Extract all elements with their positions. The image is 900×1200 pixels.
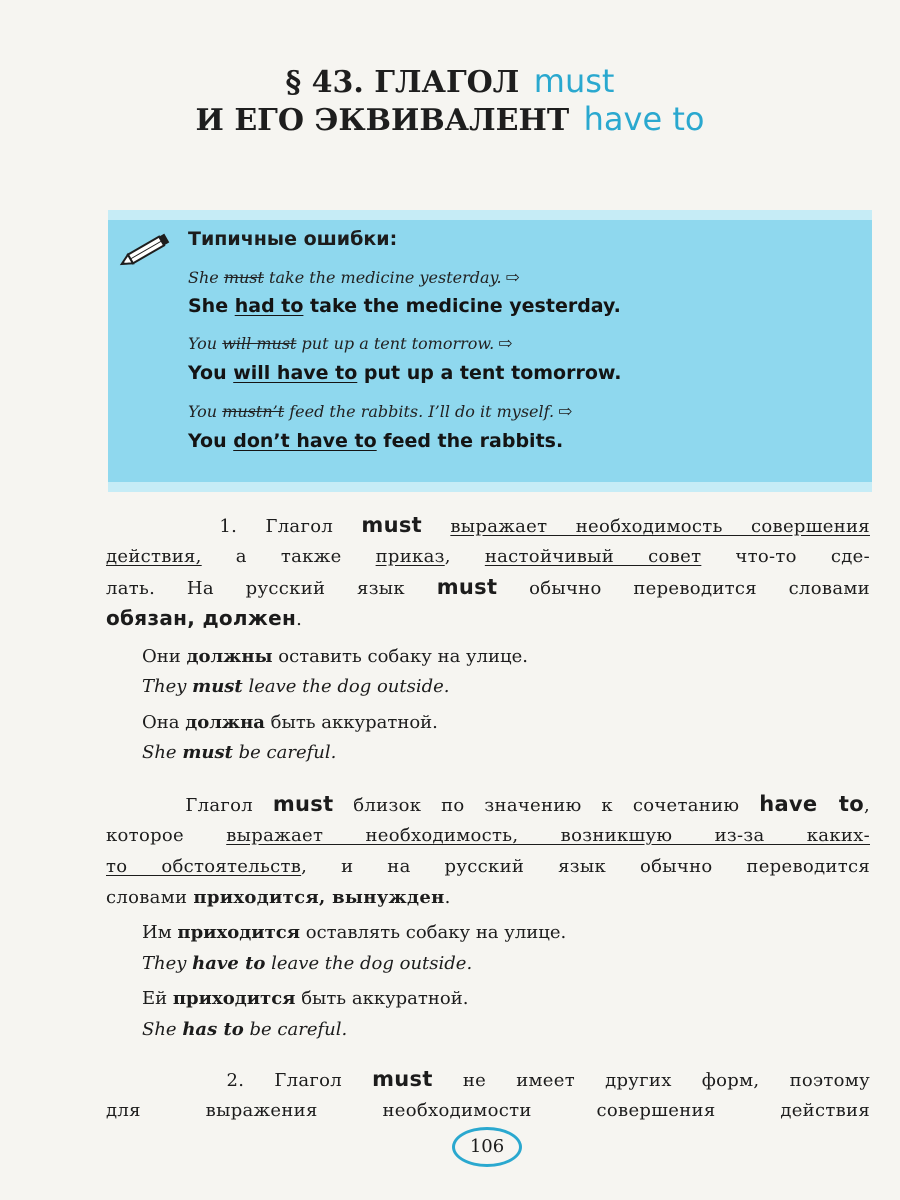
arrow-right-icon: ⇨: [505, 268, 520, 288]
text: You: [188, 334, 223, 353]
text: для выражения необходимости совершения действия: [106, 1100, 870, 1121]
text: She: [188, 268, 224, 287]
text: лать. На русский язык: [106, 578, 405, 599]
text: You: [188, 402, 223, 421]
underlined-phrase: had to: [234, 295, 304, 317]
correct-example-1: [188, 295, 621, 317]
meaning-bold: обязан, должен: [106, 606, 297, 630]
struck-word: mustn’t: [222, 402, 285, 421]
text: Они: [142, 646, 187, 667]
section-1b-line-1: [106, 789, 870, 821]
text: быть аккуратной.: [264, 712, 438, 733]
text: feed the rabbits. I’ll do it myself.: [284, 402, 555, 421]
text: которое: [106, 825, 184, 846]
text: She: [142, 1019, 183, 1040]
section-1b-line-3: [106, 851, 870, 882]
text: be careful.: [232, 742, 337, 763]
meaning-bold: приходится, вынужден: [193, 887, 445, 908]
bold-word: has to: [182, 1019, 244, 1040]
arrow-right-icon: ⇨: [498, 334, 513, 354]
heading-section: § 43. ГЛАГОЛ: [285, 65, 520, 100]
bold-word: должна: [185, 712, 265, 733]
text: You: [188, 362, 234, 384]
section-2-line-2: [106, 1095, 870, 1126]
wrong-example-3: [188, 402, 572, 422]
keyword-have-to: have to: [759, 792, 864, 816]
example-en-2: [142, 742, 336, 763]
example-ru-2: [142, 712, 438, 733]
text: take the medicine yesterday.: [263, 268, 502, 287]
keyword-must: must: [436, 575, 498, 599]
underlined-phrase: don’t have to: [233, 430, 377, 452]
bold-word: have to: [192, 953, 266, 974]
section-1-line-1: [106, 510, 870, 542]
section-1b-line-4: [106, 882, 870, 913]
text: .: [296, 609, 303, 630]
text: leave the dog outside.: [265, 953, 473, 974]
section-1-line-3: [106, 572, 870, 604]
text: Ей: [142, 988, 173, 1009]
section-2-line-1: [106, 1064, 870, 1096]
section-1-line-2: [106, 541, 870, 572]
bold-word: must: [182, 742, 233, 763]
bold-word: должны: [186, 646, 273, 667]
text: leave the dog outside.: [242, 676, 450, 697]
keyword-must: must: [272, 792, 334, 816]
heading-line-1: [0, 62, 900, 100]
section-number: 2.: [226, 1070, 245, 1091]
text: Глагол: [274, 1070, 342, 1091]
text: Глагол: [185, 795, 253, 816]
underlined-phrase: выражает необходимость совершения: [450, 516, 870, 537]
text: She: [142, 742, 183, 763]
text: They: [142, 953, 193, 974]
text: take the medicine yesterday.: [303, 295, 621, 317]
text: ,: [863, 795, 870, 816]
page-number: 106: [452, 1127, 522, 1167]
example-ru-3: [142, 922, 566, 943]
bold-word: must: [192, 676, 243, 697]
underlined-phrase: действия,: [106, 546, 202, 567]
text: обычно переводится словами: [529, 578, 870, 599]
text: be careful.: [243, 1019, 348, 1040]
example-en-4: [142, 1019, 347, 1040]
section-1b-line-2: [106, 820, 870, 851]
text: feed the rabbits.: [376, 430, 564, 452]
section-1-line-4: [106, 603, 870, 635]
pencil-icon: [116, 228, 176, 272]
bold-word: приходится: [172, 988, 296, 1009]
underlined-phrase: то обстоятельств: [106, 856, 302, 877]
text: оставлять собаку на улице.: [300, 922, 567, 943]
text: She: [188, 295, 235, 317]
wrong-example-2: [188, 334, 513, 354]
text: ,: [444, 546, 451, 567]
correct-example-2: [188, 362, 621, 384]
example-en-1: [142, 676, 450, 697]
arrow-right-icon: ⇨: [558, 402, 573, 422]
text: что-то сде-: [735, 546, 870, 567]
bold-word: приходится: [177, 922, 301, 943]
mistakes-title: Типичные ошибки:: [188, 228, 398, 250]
typical-mistakes-box: [108, 210, 872, 492]
text: put up a tent tomorrow.: [357, 362, 622, 384]
struck-word: must: [223, 268, 264, 287]
section-number: 1.: [219, 516, 238, 537]
underlined-phrase: will have to: [233, 362, 358, 384]
text: быть аккуратной.: [295, 988, 469, 1009]
heading-keyword-have-to: have to: [583, 100, 705, 138]
text: оставить собаку на улице.: [272, 646, 528, 667]
struck-word: will must: [222, 334, 297, 353]
keyword-must: must: [372, 1067, 433, 1091]
keyword-must: must: [361, 513, 422, 537]
underlined-phrase: выражает необходимость, возникшую из-за каких-: [226, 825, 870, 846]
wrong-example-1: [188, 268, 520, 288]
correct-example-3: [188, 430, 563, 452]
text: put up a tent tomorrow.: [296, 334, 495, 353]
text: .: [444, 887, 451, 908]
heading-keyword-must: must: [533, 62, 615, 100]
text: Им: [142, 922, 178, 943]
text: словами: [106, 887, 188, 908]
text: не имеет других форм, поэтому: [462, 1070, 870, 1091]
text: а также: [235, 546, 342, 567]
example-ru-4: [142, 988, 468, 1009]
text: Она: [142, 712, 186, 733]
text: близок по значению к сочетанию: [353, 795, 740, 816]
underlined-phrase: приказ: [375, 546, 445, 567]
text: Глагол: [265, 516, 334, 537]
text: You: [188, 430, 234, 452]
underlined-phrase: настойчивый совет: [484, 546, 702, 567]
heading-subtitle: И ЕГО ЭКВИВАЛЕНТ: [195, 103, 570, 138]
example-ru-1: [142, 646, 528, 667]
text: They: [142, 676, 193, 697]
text: , и на русский язык обычно переводится: [301, 856, 870, 877]
example-en-3: [142, 953, 472, 974]
heading-line-2: [0, 100, 900, 138]
